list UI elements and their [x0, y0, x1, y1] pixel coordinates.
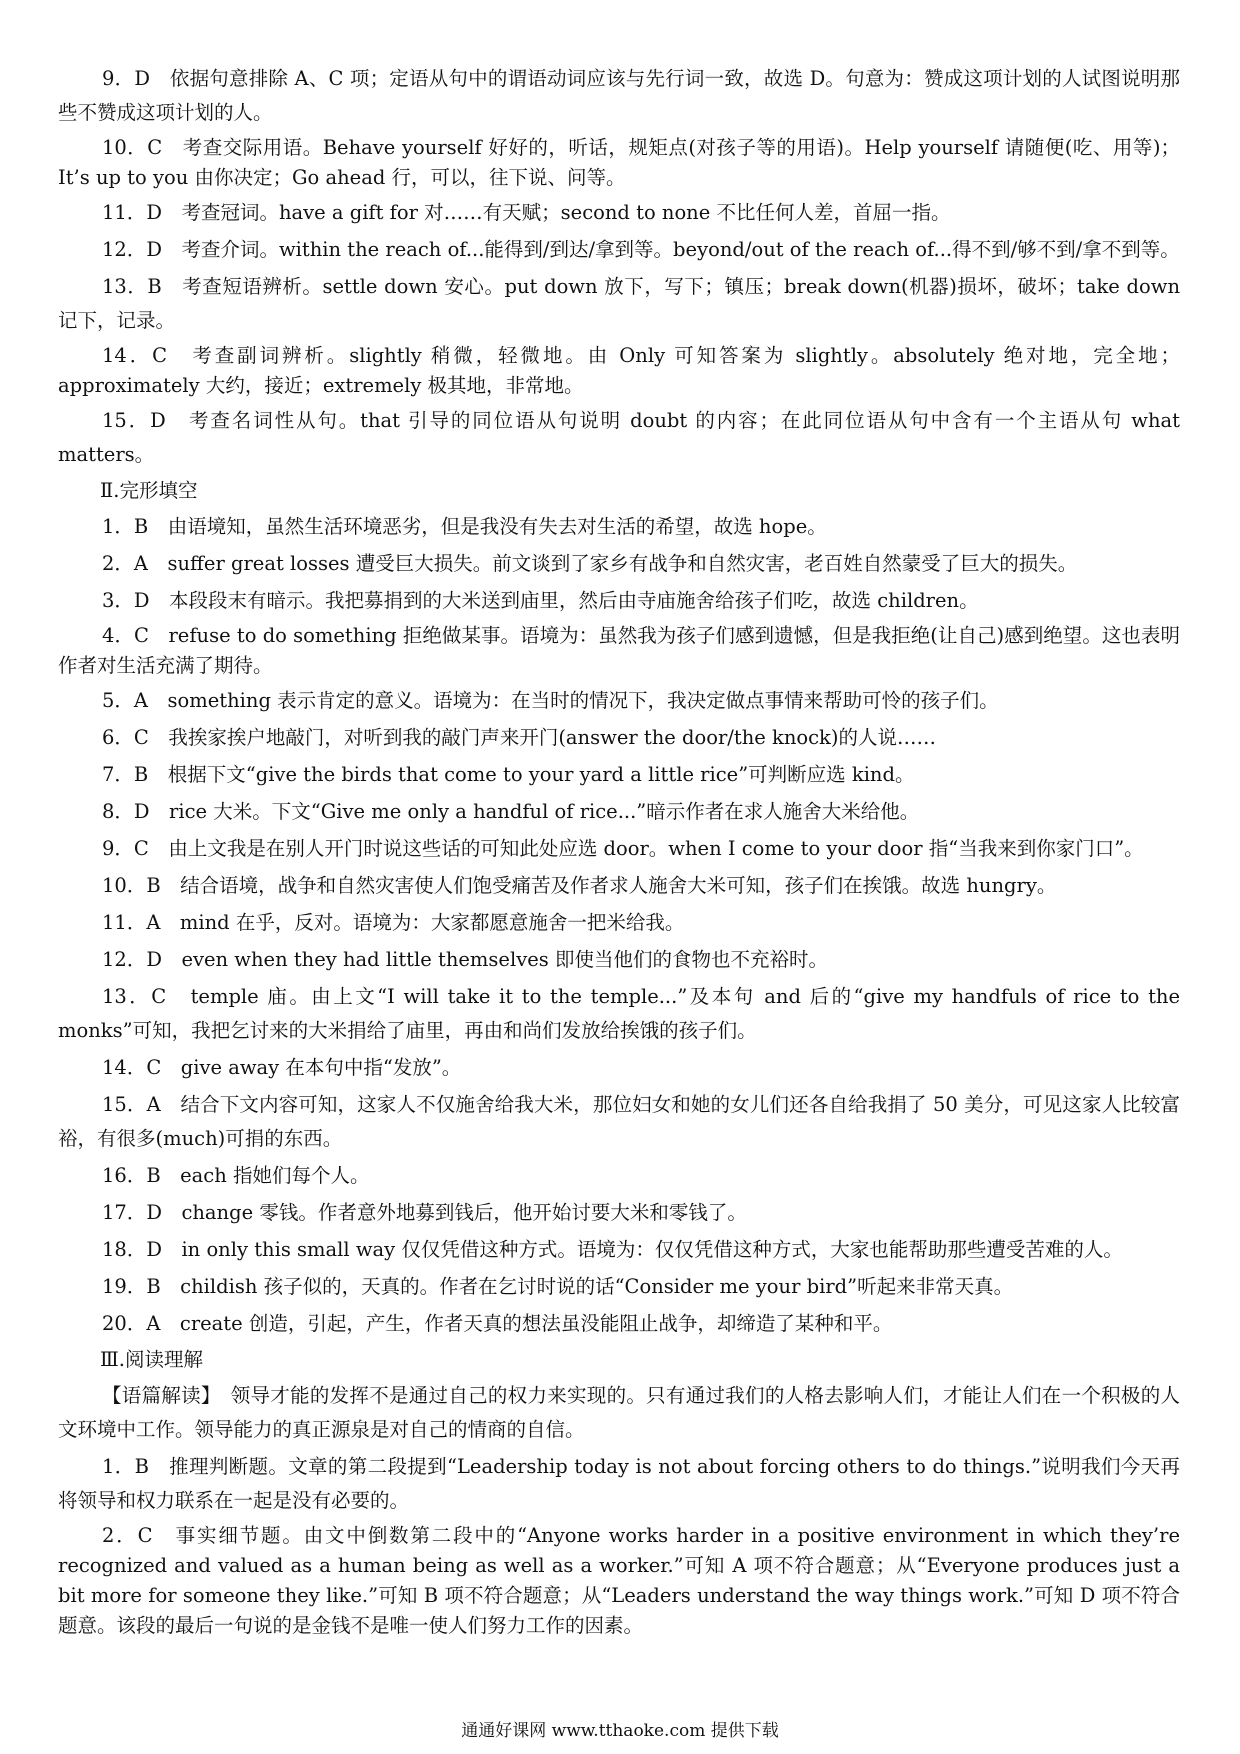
cloze-item-3: 3．D 本段段末有暗示。我把募捐到的大米送到庙里，然后由寺庙施舍给孩子们吃，故选 children。	[102, 589, 979, 612]
answer-explanations	[58, 62, 1180, 1644]
cloze-item-13: 13．C temple 庙。由上文“I will take it to the temple...”及本句 and 后的“give my handfuls of rice to the monks”可知，我把乞讨来的大米捐给了庙里，再由和尚们发放给挨饿的孩子们。	[58, 985, 1180, 1042]
reading-item-2: 2．C 事实细节题。由文中倒数第二段中的“Anyone works harder in a positive environment in which they’re recognized and valued as a human being as well as a worker.”可知 A 项不符合题意；从“Everyone produces just a bit more for someone they like.”可知 B 项不符合题意；从“Leaders understand the way things work.”可知 D 项不符合题意。该段的最后一句说的是金钱不是唯一使人们努力工作的因素。	[58, 1524, 1180, 1637]
answer-item-12-single-choice: 12．D 考查介词。within the reach of...能得到/到达/拿到等。beyond/out of the reach of...得不到/够不到/拿不到等。	[102, 238, 1180, 261]
cloze-item-5: 5．A something 表示肯定的意义。语境为：在当时的情况下，我决定做点事情来帮助可怜的孩子们。	[102, 689, 999, 712]
cloze-item-18: 18．D in only this small way 仅仅凭借这种方式。语境为：仅仅凭借这种方式，大家也能帮助那些遭受苦难的人。	[102, 1238, 1123, 1261]
cloze-item-14: 14．C give away 在本句中指“发放”。	[102, 1056, 462, 1079]
cloze-item-17: 17．D change 零钱。作者意外地募到钱后，他开始讨要大米和零钱了。	[102, 1201, 747, 1224]
answer-item-9-single-choice: 9．D 依据句意排除 A、C 项；定语从句中的谓语动词应该与先行词一致，故选 D。句意为：赞成这项计划的人试图说明那些不赞成这项计划的人。	[58, 67, 1180, 124]
section-heading-reading: Ⅲ.阅读理解	[100, 1348, 204, 1371]
answer-item-10-single-choice: 10．C 考查交际用语。Behave yourself 好好的，听话，规矩点(对孩子等的用语)。Help yourself 请随便(吃、用等)；It’s up to you 由你决定；Go ahead 行，可以，往下说、问等。	[58, 136, 1180, 189]
cloze-item-9: 9．C 由上文我是在别人开门时说这些话的可知此处应选 door。when I come to your door 指“当我来到你家门口”。	[102, 837, 1144, 860]
passage-summary: 【语篇解读】 领导才能的发挥不是通过自己的权力来实现的。只有通过我们的人格去影响人们，才能让人们在一个积极的人文环境中工作。领导能力的真正源泉是对自己的情商的自信。	[58, 1384, 1180, 1441]
cloze-item-16: 16．B each 指她们每个人。	[102, 1164, 370, 1187]
cloze-item-8: 8．D rice 大米。下文“Give me only a handful of rice...”暗示作者在求人施舍大米给他。	[102, 800, 920, 823]
cloze-item-6: 6．C 我挨家挨户地敲门，对听到我的敲门声来开门(answer the door/the knock)的人说……	[102, 726, 936, 749]
cloze-item-1: 1．B 由语境知，虽然生活环境恶劣，但是我没有失去对生活的希望，故选 hope。	[102, 515, 827, 538]
cloze-item-7: 7．B 根据下文“give the birds that come to your yard a little rice”可判断应选 kind。	[102, 763, 915, 786]
answer-item-15-single-choice: 15．D 考查名词性从句。that 引导的同位语从句说明 doubt 的内容；在此同位语从句中含有一个主语从句 what matters。	[58, 409, 1180, 466]
cloze-item-19: 19．B childish 孩子似的，天真的。作者在乞讨时说的话“Consider me your bird”听起来非常天真。	[102, 1275, 1014, 1298]
cloze-item-10: 10．B 结合语境，战争和自然灾害使人们饱受痛苦及作者求人施舍大米可知，孩子们在挨饿。故选 hungry。	[102, 874, 1057, 897]
answer-item-14-single-choice: 14．C 考查副词辨析。slightly 稍微，轻微地。由 Only 可知答案为 slightly。absolutely 绝对地，完全地；approximately 大约，接近；extremely 极其地，非常地。	[58, 344, 1180, 397]
reading-item-1: 1．B 推理判断题。文章的第二段提到“Leadership today is not about forcing others to do things.”说明我们今天再将领导和权力联系在一起是没有必要的。	[58, 1455, 1180, 1512]
answer-item-13-single-choice: 13．B 考查短语辨析。settle down 安心。put down 放下，写下；镇压；break down(机器)损坏，破坏；take down 记下，记录。	[58, 275, 1180, 332]
page-footer: 通通好课网 www.tthaoke.com 提供下载	[461, 1721, 779, 1741]
cloze-item-11: 11．A mind 在乎，反对。语境为：大家都愿意施舍一把米给我。	[102, 911, 685, 934]
cloze-item-12: 12．D even when they had little themselves 即使当他们的食物也不充裕时。	[102, 948, 828, 971]
cloze-item-15: 15．A 结合下文内容可知，这家人不仅施舍给我大米，那位妇女和她的女儿们还各自给我捐了 50 美分，可见这家人比较富裕，有很多(much)可捐的东西。	[58, 1093, 1180, 1150]
cloze-item-4: 4．C refuse to do something 拒绝做某事。语境为：虽然我为孩子们感到遗憾，但是我拒绝(让自己)感到绝望。这也表明作者对生活充满了期待。	[58, 624, 1180, 677]
cloze-item-2: 2．A suffer great losses 遭受巨大损失。前文谈到了家乡有战争和自然灾害，老百姓自然蒙受了巨大的损失。	[102, 552, 1078, 575]
cloze-item-20: 20．A create 创造，引起，产生，作者天真的想法虽没能阻止战争，却缔造了某种和平。	[102, 1312, 893, 1335]
section-heading-cloze: Ⅱ.完形填空	[100, 479, 198, 502]
answer-item-11-single-choice: 11．D 考查冠词。have a gift for 对……有天赋；second to none 不比任何人差，首屈一指。	[102, 201, 951, 224]
